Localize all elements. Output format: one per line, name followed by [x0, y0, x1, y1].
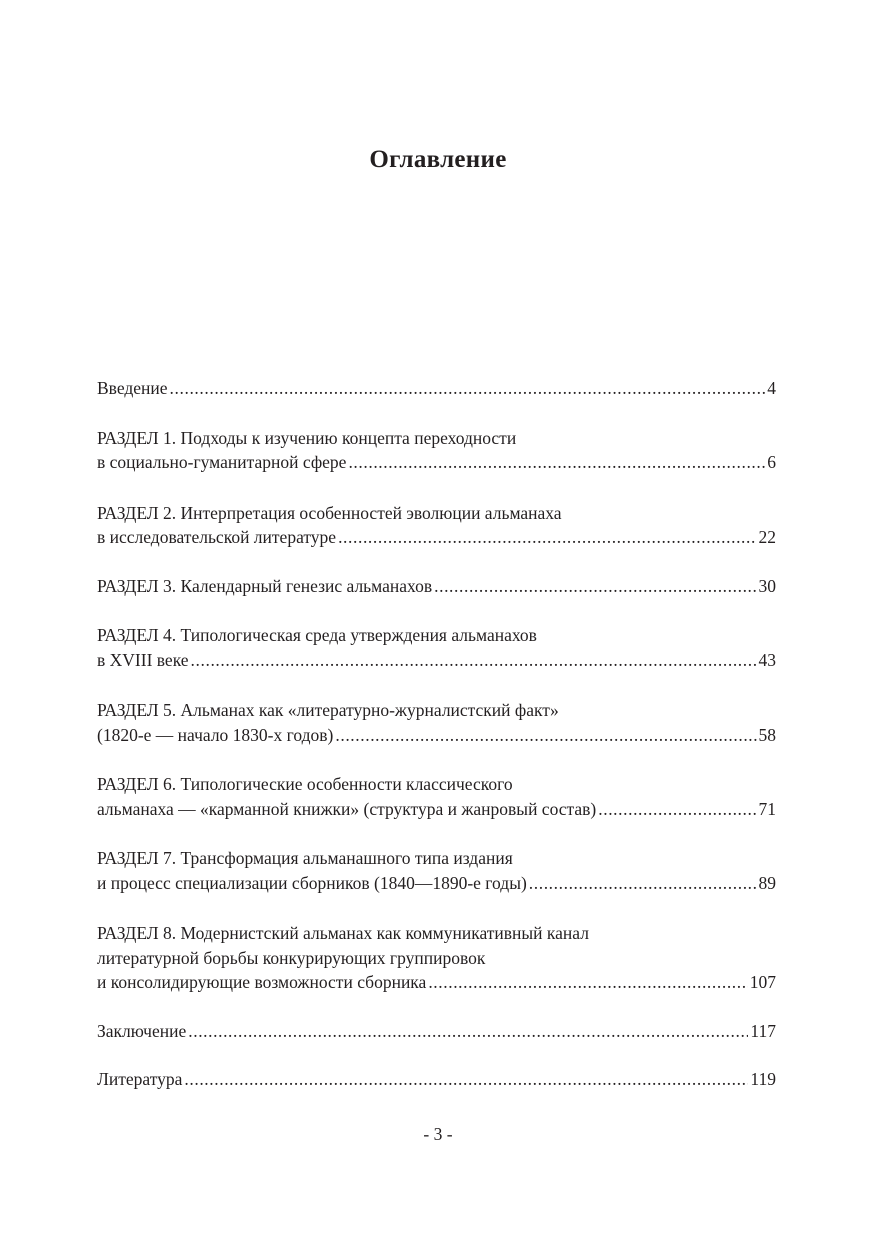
- toc-entry-title: Введение: [97, 378, 168, 398]
- toc-entry-line: [97, 376, 776, 401]
- table-of-contents: [97, 376, 776, 1092]
- toc-page-number: 6: [767, 452, 776, 472]
- toc-entry-title: РАЗДЕЛ 5. Альманах как «литературно-журналистский факт»: [97, 700, 559, 720]
- toc-entry-title: альманаха — «карманной книжки» (структура и жанровый состав): [97, 798, 597, 819]
- dot-leader: [338, 525, 756, 550]
- dot-leader: [529, 871, 757, 896]
- toc-entry-title: (1820-е — начало 1830-х годов): [97, 724, 334, 745]
- toc-entry-title: литературной борьбы конкурирующих группировок: [97, 947, 486, 968]
- toc-entry-title: РАЗДЕЛ 4. Типологическая среда утверждения альманахов: [97, 625, 537, 645]
- toc-entry-title: РАЗДЕЛ 1. Подходы к изучению концепта переходности: [97, 427, 517, 448]
- toc-entry[interactable]: [97, 574, 776, 599]
- toc-entry[interactable]: [97, 623, 776, 672]
- toc-entry-title: и процесс специализации сборников (1840—1890-е годы): [97, 872, 527, 893]
- dot-leader: [428, 970, 747, 995]
- toc-page-number: 107: [749, 972, 776, 992]
- toc-entry[interactable]: [97, 376, 776, 401]
- toc-entry[interactable]: [97, 1067, 776, 1092]
- toc-entry[interactable]: [97, 921, 776, 995]
- toc-page-number: 117: [750, 1020, 776, 1041]
- toc-entry[interactable]: [97, 426, 776, 475]
- toc-page-number: 119: [750, 1069, 776, 1089]
- toc-entry-title: РАЗДЕЛ 7. Трансформация альманашного типа издания: [97, 848, 513, 868]
- toc-page-number: 4: [767, 378, 776, 398]
- toc-entry[interactable]: [97, 1019, 776, 1044]
- toc-page-number: 22: [758, 527, 776, 547]
- toc-entry-title: РАЗДЕЛ 2. Интерпретация особенностей эволюции альманаха: [97, 502, 562, 523]
- toc-page-number: 89: [758, 872, 776, 893]
- dot-leader: [170, 376, 766, 401]
- toc-page-number: 71: [758, 798, 776, 819]
- toc-entry[interactable]: [97, 846, 776, 895]
- toc-entry-title: в исследовательской литературе: [97, 527, 337, 547]
- dot-leader: [598, 797, 756, 822]
- toc-entry[interactable]: [97, 501, 776, 550]
- toc-entry[interactable]: [97, 772, 776, 821]
- toc-entry-line: [97, 574, 776, 599]
- toc-entry-line: [97, 723, 776, 748]
- toc-entry-line: [97, 525, 776, 550]
- toc-entry-title: Литература: [97, 1069, 183, 1089]
- toc-entry-line: [97, 1067, 776, 1092]
- dot-leader: [335, 723, 756, 748]
- toc-entry-line: [97, 450, 776, 475]
- toc-entry-title: Заключение: [97, 1020, 187, 1041]
- toc-entry-title: в социально-гуманитарной сфере: [97, 452, 347, 472]
- toc-entry-title: и консолидирующие возможности сборника: [97, 972, 427, 992]
- page-number: - 3 -: [423, 1124, 453, 1144]
- toc-entry-title: РАЗДЕЛ 6. Типологические особенности классического: [97, 774, 513, 794]
- toc-entry-line: [97, 970, 776, 995]
- page-title: Оглавление: [369, 146, 507, 173]
- toc-entry-line: [97, 871, 776, 896]
- toc-entry-title: РАЗДЕЛ 8. Модернистский альманах как коммуникативный канал: [97, 923, 589, 943]
- toc-entry-line: [97, 1019, 776, 1044]
- dot-leader: [348, 450, 765, 475]
- toc-entry-title: в XVIII веке: [97, 649, 189, 670]
- toc-entry-line: [97, 648, 776, 673]
- toc-page-number: 43: [758, 649, 776, 670]
- toc-entry-title: РАЗДЕЛ 3. Календарный генезис альманахов: [97, 575, 433, 596]
- toc-entry[interactable]: [97, 698, 776, 747]
- toc-page-number: 30: [758, 575, 776, 596]
- toc-page-number: 58: [758, 724, 776, 745]
- dot-leader: [188, 1019, 748, 1044]
- dot-leader: [191, 648, 757, 673]
- dot-leader: [184, 1067, 748, 1092]
- toc-entry-line: [97, 797, 776, 822]
- dot-leader: [434, 574, 756, 599]
